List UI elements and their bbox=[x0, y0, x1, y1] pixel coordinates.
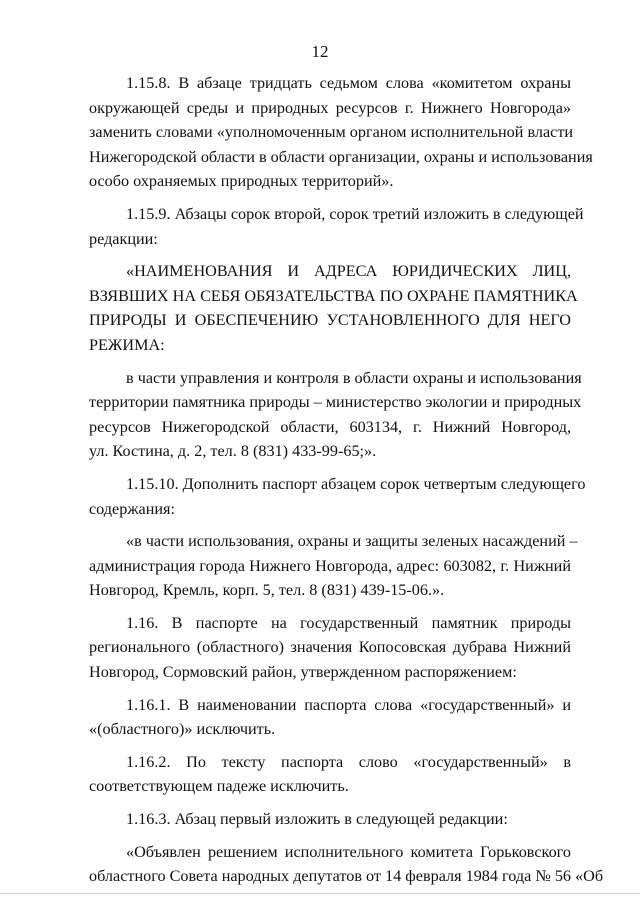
text-line: «Объявлен решением исполнительного комитета Горьковского bbox=[126, 842, 571, 861]
text-line: 1.16.3. Абзац первый изложить в следующей редакции: bbox=[126, 810, 508, 829]
document-body bbox=[89, 63, 604, 889]
paragraph bbox=[89, 259, 578, 357]
text-line: особо охраняемых природных территорий». bbox=[89, 172, 394, 191]
text-line: администрация города Нижнего Новгорода, адрес: 603082, г. Нижний bbox=[89, 556, 571, 575]
text-line: содержания: bbox=[89, 499, 175, 518]
text-line: 1.15.8. В абзаце тридцать седьмом слова «комитетом охраны bbox=[126, 74, 571, 92]
text-line: 1.16.1. В наименовании паспорта слова «государственный» и bbox=[126, 695, 571, 714]
paragraph bbox=[89, 472, 586, 521]
text-line: областного Совета народных депутатов от 14 февраля 1984 года № 56 «Об bbox=[89, 867, 604, 886]
text-line: Новгород, Кремль, корп. 5, тел. 8 (831) 439-15-06.». bbox=[89, 581, 445, 600]
text-line: 1.16. В паспорте на государственный памятник природы bbox=[126, 613, 571, 632]
paragraph bbox=[89, 807, 571, 832]
text-line: ресурсов Нижегородской области, 603134, г. Нижний Новгород, bbox=[89, 417, 571, 436]
text-line: территории памятника природы – министерство экологии и природных bbox=[89, 393, 582, 412]
paragraph bbox=[89, 366, 582, 464]
text-line: «НАИМЕНОВАНИЯ И АДРЕСА ЮРИДИЧЕСКИХ ЛИЦ, bbox=[126, 262, 571, 281]
text-line: окружающей среды и природных ресурсов г. Нижнего Новгорода» bbox=[89, 98, 571, 117]
text-line: ВЗЯВШИХ НА СЕБЯ ОБЯЗАТЕЛЬСТВА ПО ОХРАНЕ ПАМЯТНИКА bbox=[89, 286, 578, 305]
text-line: соответствующем падеже исключить. bbox=[89, 777, 349, 796]
text-line: 1.15.10. Дополнить паспорт абзацем сорок четвертым следующего bbox=[126, 474, 586, 493]
paragraph bbox=[89, 611, 571, 685]
paragraph bbox=[89, 529, 578, 603]
paragraph bbox=[89, 750, 571, 799]
text-line: 1.16.2. По тексту паспорта слово «государственный» в bbox=[126, 752, 571, 771]
text-line: в части управления и контроля в области охраны и использования bbox=[126, 368, 582, 387]
text-line: «(областного)» исключить. bbox=[89, 720, 276, 739]
text-line: ул. Костина, д. 2, тел. 8 (831) 433-99-65;». bbox=[89, 442, 377, 461]
text-line: заменить словами «уполномоченным органом исполнительной власти bbox=[89, 123, 574, 142]
text-line: редакции: bbox=[89, 229, 158, 248]
text-line: 1.15.9. Абзацы сорок второй, сорок третий изложить в следующей bbox=[126, 204, 584, 223]
page-number: 12 bbox=[311, 42, 329, 61]
text-line: РЕЖИМА: bbox=[89, 335, 165, 354]
page-bottom-edge bbox=[0, 893, 640, 894]
text-line: «в части использования, охраны и защиты зеленых насаждений – bbox=[126, 532, 578, 551]
text-line: регионального (областного) значения Копосовская дубрава Нижний bbox=[89, 638, 571, 657]
paragraph bbox=[89, 71, 593, 194]
text-line: Нижегородской области в области организации, охраны и использования bbox=[89, 147, 593, 166]
text-line: Новгород, Сормовский район, утвержденном распоряжением: bbox=[89, 663, 517, 682]
paragraph bbox=[89, 693, 571, 742]
paragraph bbox=[89, 840, 604, 889]
paragraph bbox=[89, 202, 584, 251]
text-line: ПРИРОДЫ И ОБЕСПЕЧЕНИЮ УСТАНОВЛЕННОГО ДЛЯ НЕГО bbox=[89, 311, 571, 330]
